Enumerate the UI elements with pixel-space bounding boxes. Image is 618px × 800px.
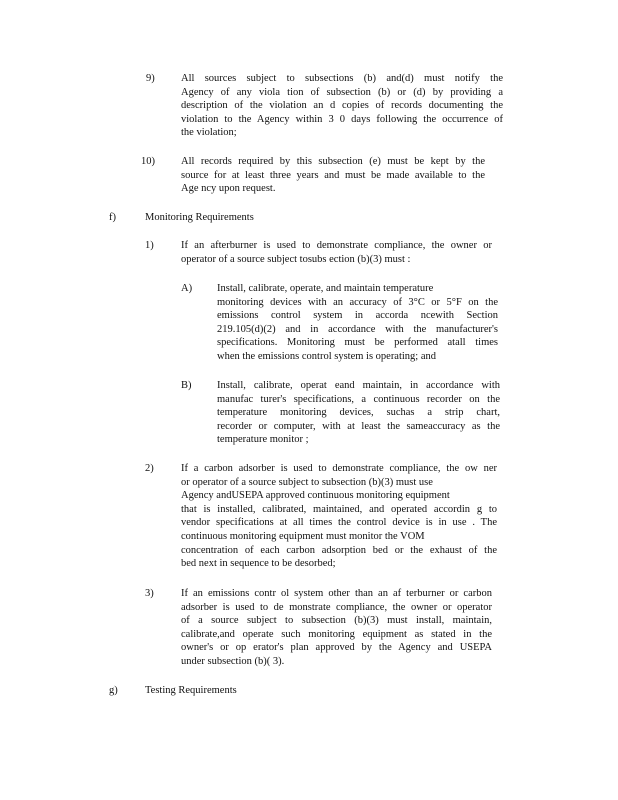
item-marker: 3) <box>145 588 154 599</box>
text-line: the violation; <box>181 127 237 139</box>
text-line: temperature monitor ; <box>217 434 309 446</box>
text-line: manufac turer's specifications, a continuous recorder on the <box>217 393 500 405</box>
text-line: 219.105(d)(2) and in accordance with the manufacturer's <box>217 323 498 335</box>
subitem-marker: A) <box>181 283 193 294</box>
item-text <box>181 587 492 669</box>
text-line: monitoring devices with an accuracy of 3°C or 5°F on the <box>217 296 498 308</box>
item-text <box>181 239 492 266</box>
section-heading: Testing Requirements <box>145 685 237 696</box>
text-line: specifications. Monitoring must be performed atall times <box>217 337 498 349</box>
text-line: If a carbon adsorber is used to demonstrate compliance, the ow ner <box>181 463 497 474</box>
text-line: temperature monitoring devices, suchas a strip chart, <box>217 407 500 419</box>
text-line: owner's or op erator's plan approved by the Agency and USEPA <box>181 642 492 654</box>
text-line: source for at least three years and must be made available to the <box>181 169 485 181</box>
text-line: bed next in sequence to be desorbed; <box>181 558 336 570</box>
text-line: of a source subject to subsection (b)(3) must install, maintain, <box>181 615 492 627</box>
text-line: or operator of a source subject to subsection (b)(3) must use <box>181 476 433 488</box>
text-line: All records required by this subsection (e) must be kept by the <box>181 156 485 167</box>
text-line: operator of a source subject tosubs ection (b)(3) must : <box>181 253 411 265</box>
text-line: All sources subject to subsections (b) and(d) must notify the <box>181 73 503 84</box>
text-line: violation to the Agency within 3 0 days following the occurrence of <box>181 113 503 125</box>
text-line: If an afterburner is used to demonstrate compliance, the owner or <box>181 240 492 251</box>
item-text <box>181 462 497 571</box>
item-marker: 1) <box>145 240 154 251</box>
text-line: description of the violation an d copies of records documenting the <box>181 100 503 112</box>
text-line: Agency andUSEPA approved continuous monitoring equipment <box>181 490 450 502</box>
text-line: when the emissions control system is operating; and <box>217 350 437 362</box>
text-line: Age ncy upon request. <box>181 183 276 195</box>
text-line: concentration of each carbon adsorption bed or the exhaust of the <box>181 544 497 556</box>
text-line: under subsection (b)( 3). <box>181 655 285 667</box>
section-marker: g) <box>109 685 118 696</box>
item-marker: 10) <box>141 156 155 167</box>
text-line: that is installed, calibrated, maintained, and operated accordin g to <box>181 503 497 515</box>
text-line: Agency of any viola tion of subsection (b) or (d) by providing a <box>181 86 503 98</box>
subitem-marker: B) <box>181 380 192 391</box>
text-line: emissions control system in accorda ncewith Section <box>217 310 498 322</box>
item-marker: 9) <box>146 73 155 84</box>
subitem-text <box>217 282 498 364</box>
item-text <box>181 72 503 140</box>
item-marker: 2) <box>145 463 154 474</box>
text-line: vendor specifications at all times the control device is in use . The <box>181 517 497 529</box>
text-line: continuous monitoring equipment must monitor the VOM <box>181 530 425 542</box>
text-line: Install, calibrate, operat eand maintain, in accordance with <box>217 380 500 391</box>
text-line: adsorber is used to de monstrate compliance, the owner or operator <box>181 601 492 613</box>
text-line: Install, calibrate, operate, and maintain temperature <box>217 283 434 294</box>
section-heading: Monitoring Requirements <box>145 212 254 223</box>
subitem-text <box>217 379 500 447</box>
text-line: calibrate,and operate such monitoring equipment as stated in the <box>181 628 492 640</box>
section-marker: f) <box>109 212 116 223</box>
text-line: If an emissions contr ol system other than an af terburner or carbon <box>181 588 492 599</box>
text-line: recorder or computer, with at least the sameaccuracy as the <box>217 420 500 432</box>
item-text <box>181 155 485 196</box>
